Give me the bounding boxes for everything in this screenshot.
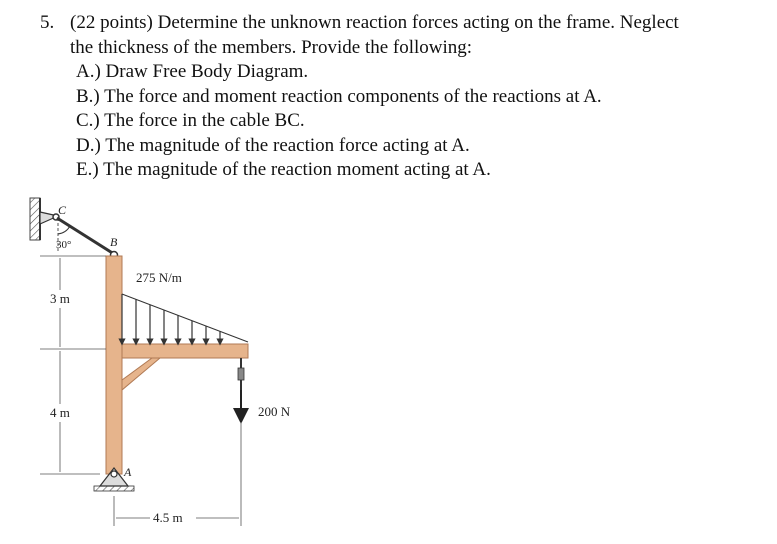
point-load-label: 200 N (258, 404, 291, 419)
part-e: E.) The magnitude of the reaction moment acting at A. (76, 159, 491, 180)
distributed-load (122, 294, 248, 342)
vertical-dimensions (40, 256, 106, 474)
part-a: A.) Draw Free Body Diagram. (76, 61, 309, 82)
problem-text-line-1: (22 points) Determine the unknown reaction forces acting on the frame. Neglect (70, 12, 679, 33)
part-b: B.) The force and moment reaction components of the reactions at A. (76, 85, 602, 107)
point-load (238, 358, 244, 416)
problem-statement (40, 11, 760, 183)
label-a: A (124, 465, 132, 479)
horizontal-beam (122, 344, 248, 358)
problem-text-line-2: the thickness of the members. Provide the following: (70, 36, 473, 58)
dim-bottom-label: 4 m (50, 405, 70, 420)
label-c: C (58, 203, 67, 217)
wall-support-c (30, 198, 59, 240)
dim-horizontal-label: 4.5 m (153, 510, 183, 525)
vertical-member (106, 256, 122, 474)
frame-diagram (0, 190, 420, 540)
label-b: B (110, 235, 118, 249)
problem-number: 5. (40, 12, 55, 33)
load-intensity-label: 275 N/m (136, 270, 182, 285)
problem-line-1 (40, 11, 760, 36)
part-c: C.) The force in the cable BC. (76, 110, 305, 131)
part-d: D.) The magnitude of the reaction force acting at A. (76, 134, 470, 156)
angle-label: 30° (56, 239, 72, 251)
diagonal-brace (122, 358, 160, 390)
dim-top-label: 3 m (50, 291, 70, 306)
